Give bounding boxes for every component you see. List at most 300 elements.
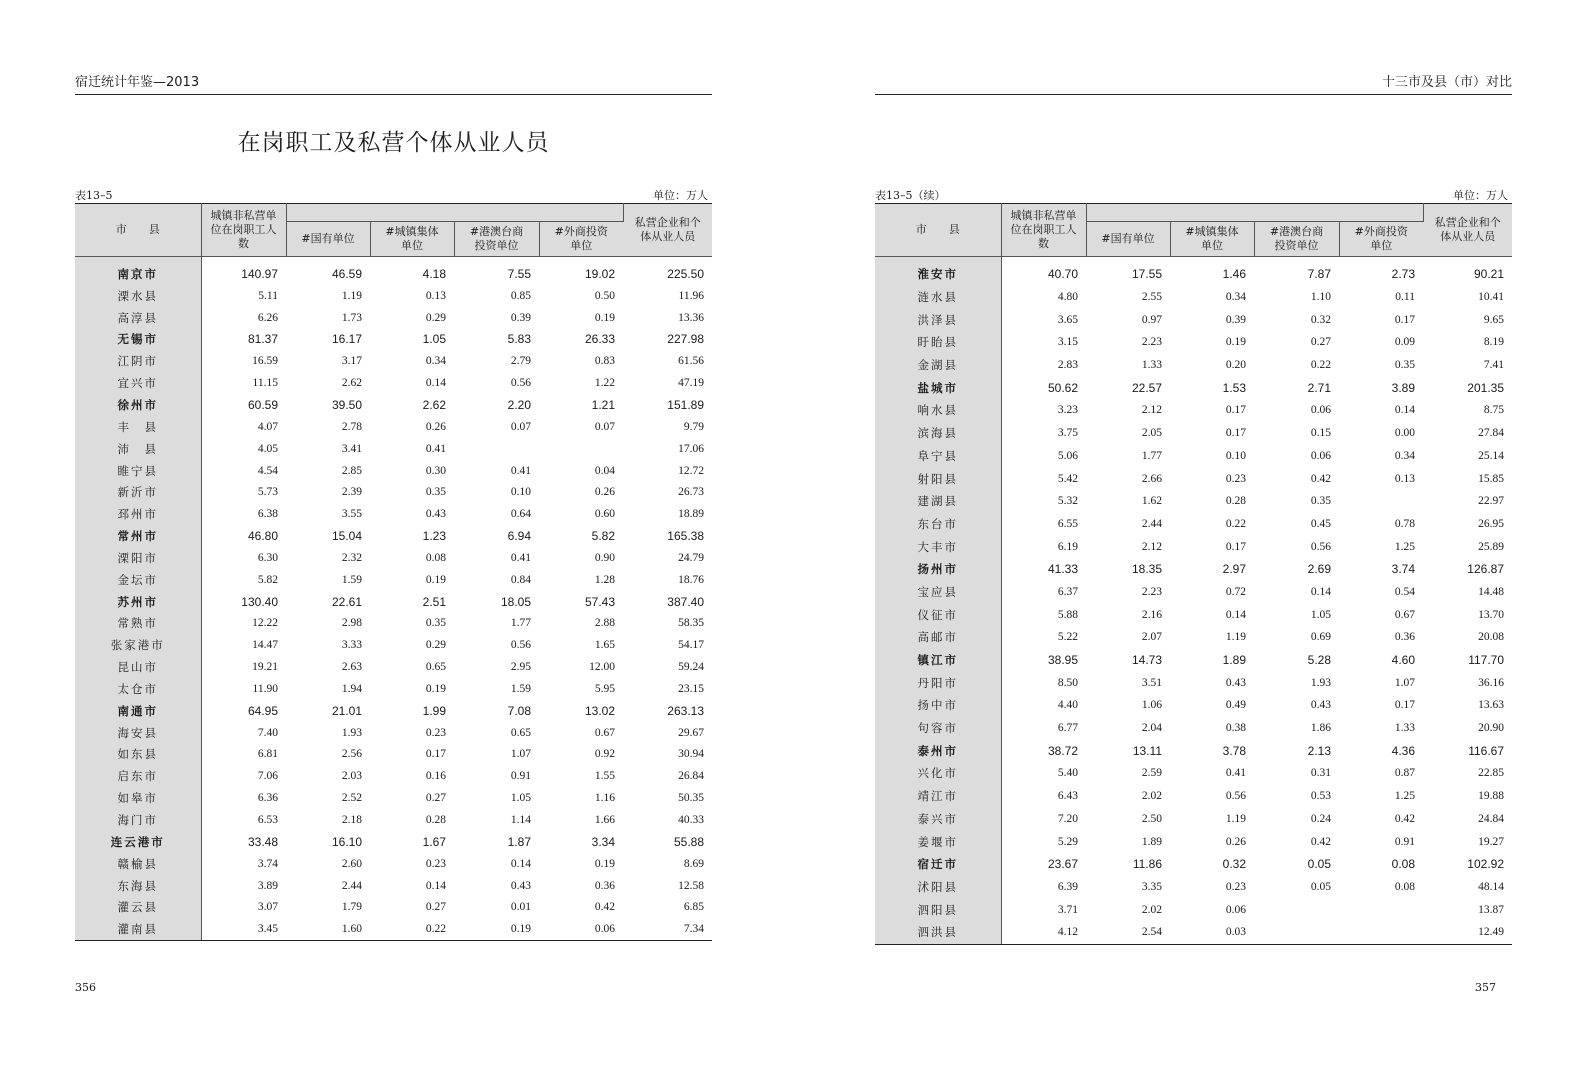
- table-row: [75, 547, 712, 569]
- value-cell: 0.14: [1225, 608, 1246, 621]
- table-row: [75, 809, 712, 831]
- value-cell: 2.07: [1141, 631, 1162, 644]
- region-name: 如东县: [75, 744, 201, 766]
- value-cell: 0.14: [510, 857, 531, 870]
- value-cell: 11.15: [252, 377, 278, 390]
- value-cell: 16.59: [252, 355, 278, 368]
- header-region: 市 县: [875, 204, 1001, 257]
- value-cell: 3.65: [1057, 313, 1078, 326]
- value-cell: 0.17: [1225, 427, 1246, 440]
- value-cell: 0.83: [594, 355, 615, 368]
- region-name: 东台市: [875, 513, 1001, 536]
- value-cell: 0.45: [1310, 517, 1331, 530]
- region-name: 高邮市: [875, 626, 1001, 649]
- value-cell: 19.88: [1478, 790, 1504, 803]
- region-name: 海门市: [75, 809, 201, 831]
- table-row: [75, 460, 712, 482]
- value-cell: 13.11: [1132, 743, 1162, 758]
- table-row: [875, 649, 1512, 672]
- value-cell: 3.35: [1141, 880, 1162, 893]
- value-cell: 0.17: [1394, 313, 1415, 326]
- value-cell: 0.27: [425, 901, 446, 914]
- table-row: [75, 787, 712, 809]
- page-title: 在岗职工及私营个体从业人员: [237, 130, 550, 156]
- value-cell: 18.05: [500, 594, 531, 609]
- value-cell: [1254, 898, 1339, 921]
- value-cell: 7.06: [257, 770, 278, 783]
- value-cell: 20.08: [1478, 631, 1504, 644]
- yearbook-title: 宿迁统计年鉴—2013: [75, 75, 200, 90]
- header-private: 私营企业和个体从业人员: [1423, 204, 1512, 257]
- value-cell: 1.67: [422, 834, 446, 849]
- value-cell: 0.06: [1310, 449, 1331, 462]
- value-cell: 3.23: [1057, 404, 1078, 417]
- value-cell: 2.66: [1141, 472, 1162, 485]
- value-cell: 12.22: [252, 617, 278, 630]
- header-hmt: #港澳台商投资单位: [454, 222, 539, 257]
- value-cell: 0.53: [1310, 790, 1331, 803]
- region-name: 海安县: [75, 722, 201, 744]
- region-name: 响水县: [875, 399, 1001, 422]
- value-cell: 0.41: [510, 464, 531, 477]
- value-cell: 0.72: [1225, 585, 1246, 598]
- value-cell: 0.32: [1222, 857, 1246, 872]
- region-name: 盱眙县: [875, 331, 1001, 354]
- table-row: [75, 307, 712, 329]
- value-cell: 1.89: [1141, 835, 1162, 848]
- value-cell: 9.79: [683, 420, 704, 433]
- value-cell: 6.38: [257, 508, 278, 521]
- value-cell: 15.04: [331, 529, 362, 544]
- region-name: 丹阳市: [875, 671, 1001, 694]
- table-unit: 单位：万人: [1453, 189, 1508, 202]
- value-cell: [539, 438, 623, 460]
- value-cell: 0.28: [1225, 495, 1246, 508]
- value-cell: 0.34: [1225, 291, 1246, 304]
- value-cell: 5.32: [1057, 495, 1078, 508]
- value-cell: 1.79: [341, 901, 362, 914]
- value-cell: 0.23: [1225, 880, 1246, 893]
- table-body-right: [875, 257, 1512, 945]
- value-cell: 1.59: [510, 682, 531, 695]
- running-head-right: [875, 74, 1512, 95]
- value-cell: 1.25: [1394, 540, 1415, 553]
- value-cell: 3.55: [341, 508, 362, 521]
- table-row: [75, 918, 712, 940]
- right-page: [875, 0, 1512, 1077]
- table-row: [75, 656, 712, 678]
- value-cell: 5.73: [257, 486, 278, 499]
- region-name: 兴化市: [875, 762, 1001, 785]
- value-cell: 7.87: [1307, 267, 1331, 282]
- header-collective: #城镇集体单位: [1170, 222, 1254, 257]
- table-row: [75, 481, 712, 503]
- value-cell: 13.70: [1478, 608, 1504, 621]
- region-name: 丰 县: [75, 416, 201, 438]
- page-number-right: 357: [1475, 981, 1496, 994]
- region-name: 南通市: [75, 700, 201, 722]
- table-row: [75, 678, 712, 700]
- value-cell: 2.83: [1057, 359, 1078, 372]
- value-cell: 2.69: [1307, 562, 1331, 577]
- value-cell: 2.16: [1141, 608, 1162, 621]
- table-row: [875, 898, 1512, 921]
- value-cell: 225.50: [667, 266, 704, 281]
- region-name: 高淳县: [75, 307, 201, 329]
- table-row: [75, 700, 712, 722]
- value-cell: 1.89: [1222, 653, 1246, 668]
- left-page: [75, 0, 712, 1077]
- value-cell: 12.00: [589, 661, 615, 674]
- value-cell: 13.63: [1478, 699, 1504, 712]
- region-name: 姜堰市: [875, 830, 1001, 853]
- value-cell: 0.43: [1225, 676, 1246, 689]
- value-cell: 0.42: [1310, 835, 1331, 848]
- value-cell: 2.97: [1222, 562, 1246, 577]
- value-cell: 0.14: [1310, 585, 1331, 598]
- value-cell: 0.38: [1225, 722, 1246, 735]
- value-cell: 64.95: [247, 703, 278, 718]
- value-cell: 0.36: [594, 879, 615, 892]
- table-row: [875, 581, 1512, 604]
- value-cell: 13.02: [584, 703, 615, 718]
- value-cell: 26.84: [678, 770, 704, 783]
- value-cell: 0.05: [1307, 857, 1331, 872]
- value-cell: [1254, 921, 1339, 944]
- table-row: [75, 896, 712, 918]
- value-cell: 0.07: [510, 420, 531, 433]
- region-name: 宿迁市: [875, 853, 1001, 876]
- region-name: 昆山市: [75, 656, 201, 678]
- region-name: 建湖县: [875, 490, 1001, 513]
- value-cell: 0.43: [1310, 699, 1331, 712]
- value-cell: 0.16: [425, 770, 446, 783]
- value-cell: 0.14: [425, 377, 446, 390]
- header-private: 私营企业和个体从业人员: [623, 204, 712, 257]
- table-row: [875, 808, 1512, 831]
- value-cell: 17.55: [1131, 267, 1162, 282]
- value-cell: 2.55: [1141, 291, 1162, 304]
- value-cell: 5.88: [1057, 608, 1078, 621]
- table-row: [75, 438, 712, 460]
- value-cell: 21.01: [331, 703, 362, 718]
- value-cell: 0.39: [1225, 313, 1246, 326]
- value-cell: 0.17: [1394, 699, 1415, 712]
- value-cell: 5.22: [1057, 631, 1078, 644]
- header-foreign: #外商投资单位: [1339, 222, 1423, 257]
- value-cell: 1.93: [341, 726, 362, 739]
- value-cell: 6.26: [257, 311, 278, 324]
- value-cell: 0.23: [425, 857, 446, 870]
- value-cell: 0.84: [510, 573, 531, 586]
- region-name: 盐城市: [875, 376, 1001, 399]
- table-row: [875, 876, 1512, 899]
- value-cell: 16.10: [331, 834, 362, 849]
- value-cell: 4.12: [1001, 921, 1086, 944]
- value-cell: 2.60: [341, 857, 362, 870]
- value-cell: 0.27: [1310, 336, 1331, 349]
- value-cell: 0.43: [510, 879, 531, 892]
- value-cell: 102.92: [1467, 857, 1504, 872]
- value-cell: 5.42: [1057, 472, 1078, 485]
- table-row: [75, 634, 712, 656]
- value-cell: 0.49: [1225, 699, 1246, 712]
- table-row: [875, 603, 1512, 626]
- value-cell: 2.98: [341, 617, 362, 630]
- table-row: [875, 717, 1512, 740]
- value-cell: 1.05: [510, 792, 531, 805]
- value-cell: 2.32: [341, 551, 362, 564]
- table-row: [875, 490, 1512, 513]
- value-cell: 6.55: [1057, 517, 1078, 530]
- value-cell: 4.60: [1391, 653, 1415, 668]
- table-row: [875, 739, 1512, 762]
- value-cell: 5.82: [257, 573, 278, 586]
- value-cell: 1.25: [1394, 790, 1415, 803]
- value-cell: 3.41: [341, 442, 362, 455]
- value-cell: 0.65: [510, 726, 531, 739]
- value-cell: 9.65: [1483, 313, 1504, 326]
- value-cell: 0.42: [1394, 812, 1415, 825]
- region-name: 宜兴市: [75, 372, 201, 394]
- value-cell: 0.00: [1394, 427, 1415, 440]
- value-cell: 0.67: [594, 726, 615, 739]
- value-cell: 1.77: [1141, 449, 1162, 462]
- stat-table-left: [75, 203, 712, 941]
- value-cell: 0.91: [1394, 835, 1415, 848]
- value-cell: 126.87: [1467, 562, 1504, 577]
- region-name: 靖江市: [875, 785, 1001, 808]
- value-cell: 17.06: [678, 442, 704, 455]
- value-cell: 2.23: [1141, 585, 1162, 598]
- table-row: [875, 467, 1512, 490]
- value-cell: 1.59: [341, 573, 362, 586]
- value-cell: 2.95: [510, 661, 531, 674]
- region-name: 太仓市: [75, 678, 201, 700]
- value-cell: 26.73: [678, 486, 704, 499]
- value-cell: 20.90: [1478, 722, 1504, 735]
- region-name: 句容市: [875, 717, 1001, 740]
- value-cell: 1.14: [510, 814, 531, 827]
- value-cell: 0.08: [1394, 880, 1415, 893]
- value-cell: 2.71: [1307, 380, 1331, 395]
- value-cell: 33.48: [247, 834, 278, 849]
- value-cell: 0.08: [1391, 857, 1415, 872]
- table-row: [75, 722, 712, 744]
- value-cell: 0.32: [1310, 313, 1331, 326]
- value-cell: 151.89: [667, 397, 704, 412]
- value-cell: 61.56: [678, 355, 704, 368]
- header-state: #国有单位: [286, 222, 370, 257]
- value-cell: 0.07: [594, 420, 615, 433]
- value-cell: 12.49: [1423, 921, 1512, 944]
- value-cell: 2.79: [510, 355, 531, 368]
- table-row: [875, 921, 1512, 944]
- value-cell: 2.04: [1141, 722, 1162, 735]
- header-urban: 城镇非私营单位在岗职工人数: [1001, 204, 1086, 257]
- value-cell: 5.28: [1307, 653, 1331, 668]
- table-unit: 单位：万人: [653, 189, 708, 202]
- value-cell: 2.88: [594, 617, 615, 630]
- region-name: 宝应县: [875, 581, 1001, 604]
- region-name: 南京市: [75, 257, 201, 285]
- value-cell: 1.94: [341, 682, 362, 695]
- table-header: [875, 204, 1512, 257]
- value-cell: 6.53: [257, 814, 278, 827]
- value-cell: 1.66: [594, 814, 615, 827]
- value-cell: 0.26: [594, 486, 615, 499]
- value-cell: 0.56: [1225, 790, 1246, 803]
- value-cell: 25.14: [1478, 449, 1504, 462]
- table-row: [75, 416, 712, 438]
- value-cell: 0.22: [1310, 359, 1331, 372]
- value-cell: 12.58: [678, 879, 704, 892]
- value-cell: 10.41: [1478, 291, 1504, 304]
- value-cell: 227.98: [667, 332, 704, 347]
- value-cell: 0.22: [1225, 517, 1246, 530]
- value-cell: 140.97: [241, 266, 278, 281]
- value-cell: 0.19: [425, 682, 446, 695]
- value-cell: 0.42: [594, 901, 615, 914]
- value-cell: 2.02: [1141, 790, 1162, 803]
- value-cell: 2.44: [341, 879, 362, 892]
- value-cell: 0.26: [1225, 835, 1246, 848]
- region-name: 张家港市: [75, 634, 201, 656]
- value-cell: 0.42: [1310, 472, 1331, 485]
- region-name: 邳州市: [75, 503, 201, 525]
- value-cell: 90.21: [1473, 267, 1504, 282]
- value-cell: 3.07: [257, 901, 278, 914]
- value-cell: 50.35: [678, 792, 704, 805]
- value-cell: 0.09: [1394, 336, 1415, 349]
- value-cell: 3.51: [1141, 676, 1162, 689]
- region-name: 赣榆县: [75, 853, 201, 875]
- table-row: [875, 513, 1512, 536]
- running-head-left: [75, 74, 712, 95]
- table-row: [75, 372, 712, 394]
- value-cell: 5.95: [594, 682, 615, 695]
- value-cell: 7.41: [1483, 359, 1504, 372]
- value-cell: 14.73: [1131, 653, 1162, 668]
- value-cell: 1.22: [594, 377, 615, 390]
- value-cell: 22.57: [1131, 380, 1162, 395]
- value-cell: 3.34: [591, 834, 615, 849]
- value-cell: 1.46: [1222, 267, 1246, 282]
- table-row: [875, 445, 1512, 468]
- value-cell: 13.87: [1478, 903, 1504, 916]
- value-cell: 25.89: [1478, 540, 1504, 553]
- value-cell: 46.59: [331, 266, 362, 281]
- value-cell: 0.54: [1394, 585, 1415, 598]
- table-row: [875, 308, 1512, 331]
- value-cell: 0.17: [1225, 404, 1246, 417]
- value-cell: 1.16: [594, 792, 615, 805]
- value-cell: 1.07: [510, 748, 531, 761]
- table-row: [75, 744, 712, 766]
- value-cell: 48.14: [1478, 880, 1504, 893]
- value-cell: 18.76: [678, 573, 704, 586]
- value-cell: 60.59: [247, 397, 278, 412]
- value-cell: 0.15: [1310, 427, 1331, 440]
- table-row: [75, 394, 712, 416]
- table-row: [875, 331, 1512, 354]
- section-title: 十三市及县（市）对比: [1381, 75, 1512, 90]
- value-cell: 23.67: [1047, 857, 1078, 872]
- value-cell: 40.70: [1047, 267, 1078, 282]
- value-cell: 0.56: [510, 639, 531, 652]
- value-cell: 0.19: [454, 918, 539, 940]
- value-cell: 1.93: [1310, 676, 1331, 689]
- value-cell: 23.15: [678, 682, 704, 695]
- value-cell: 1.86: [1310, 722, 1331, 735]
- region-name: 泗阳县: [875, 898, 1001, 921]
- value-cell: 54.17: [678, 639, 704, 652]
- value-cell: 0.27: [425, 792, 446, 805]
- value-cell: 4.36: [1391, 743, 1415, 758]
- value-cell: 1.19: [341, 289, 362, 302]
- value-cell: 2.20: [507, 397, 531, 412]
- value-cell: 58.35: [678, 617, 704, 630]
- table-caption-right: [875, 187, 1512, 203]
- value-cell: 1.23: [422, 529, 446, 544]
- value-cell: 1.21: [591, 397, 615, 412]
- value-cell: 3.74: [1391, 562, 1415, 577]
- value-cell: 2.62: [422, 397, 446, 412]
- value-cell: 47.19: [678, 377, 704, 390]
- region-name: 泰兴市: [875, 808, 1001, 831]
- value-cell: 3.71: [1057, 903, 1078, 916]
- value-cell: 18.35: [1131, 562, 1162, 577]
- value-cell: 0.34: [425, 355, 446, 368]
- value-cell: 0.06: [1225, 903, 1246, 916]
- value-cell: 0.92: [594, 748, 615, 761]
- value-cell: 5.06: [1057, 449, 1078, 462]
- header-spacer: [286, 204, 623, 222]
- value-cell: 0.03: [1170, 921, 1254, 944]
- value-cell: 0.31: [1310, 767, 1331, 780]
- value-cell: 0.17: [1225, 540, 1246, 553]
- region-name: 常州市: [75, 525, 201, 547]
- table-row: [875, 694, 1512, 717]
- value-cell: 0.41: [1225, 767, 1246, 780]
- value-cell: 0.35: [1394, 359, 1415, 372]
- value-cell: 0.04: [594, 464, 615, 477]
- value-cell: 22.97: [1478, 495, 1504, 508]
- value-cell: 24.84: [1478, 812, 1504, 825]
- value-cell: 2.02: [1141, 903, 1162, 916]
- value-cell: 2.85: [341, 464, 362, 477]
- value-cell: 1.05: [1310, 608, 1331, 621]
- region-name: 启东市: [75, 765, 201, 787]
- region-name: 连云港市: [75, 831, 201, 853]
- value-cell: [1339, 898, 1423, 921]
- value-cell: 0.13: [1394, 472, 1415, 485]
- value-cell: 1.19: [1225, 631, 1246, 644]
- value-cell: 4.07: [257, 420, 278, 433]
- table-row: [75, 329, 712, 351]
- value-cell: 116.67: [1468, 743, 1504, 758]
- value-cell: 387.40: [667, 594, 704, 609]
- value-cell: 3.15: [1057, 336, 1078, 349]
- value-cell: 0.10: [510, 486, 531, 499]
- value-cell: 1.33: [1394, 722, 1415, 735]
- value-cell: 24.79: [678, 551, 704, 564]
- value-cell: 1.87: [507, 834, 531, 849]
- table-body-left: [75, 257, 712, 941]
- value-cell: 5.82: [591, 529, 615, 544]
- value-cell: 4.40: [1057, 699, 1078, 712]
- value-cell: 5.83: [507, 332, 531, 347]
